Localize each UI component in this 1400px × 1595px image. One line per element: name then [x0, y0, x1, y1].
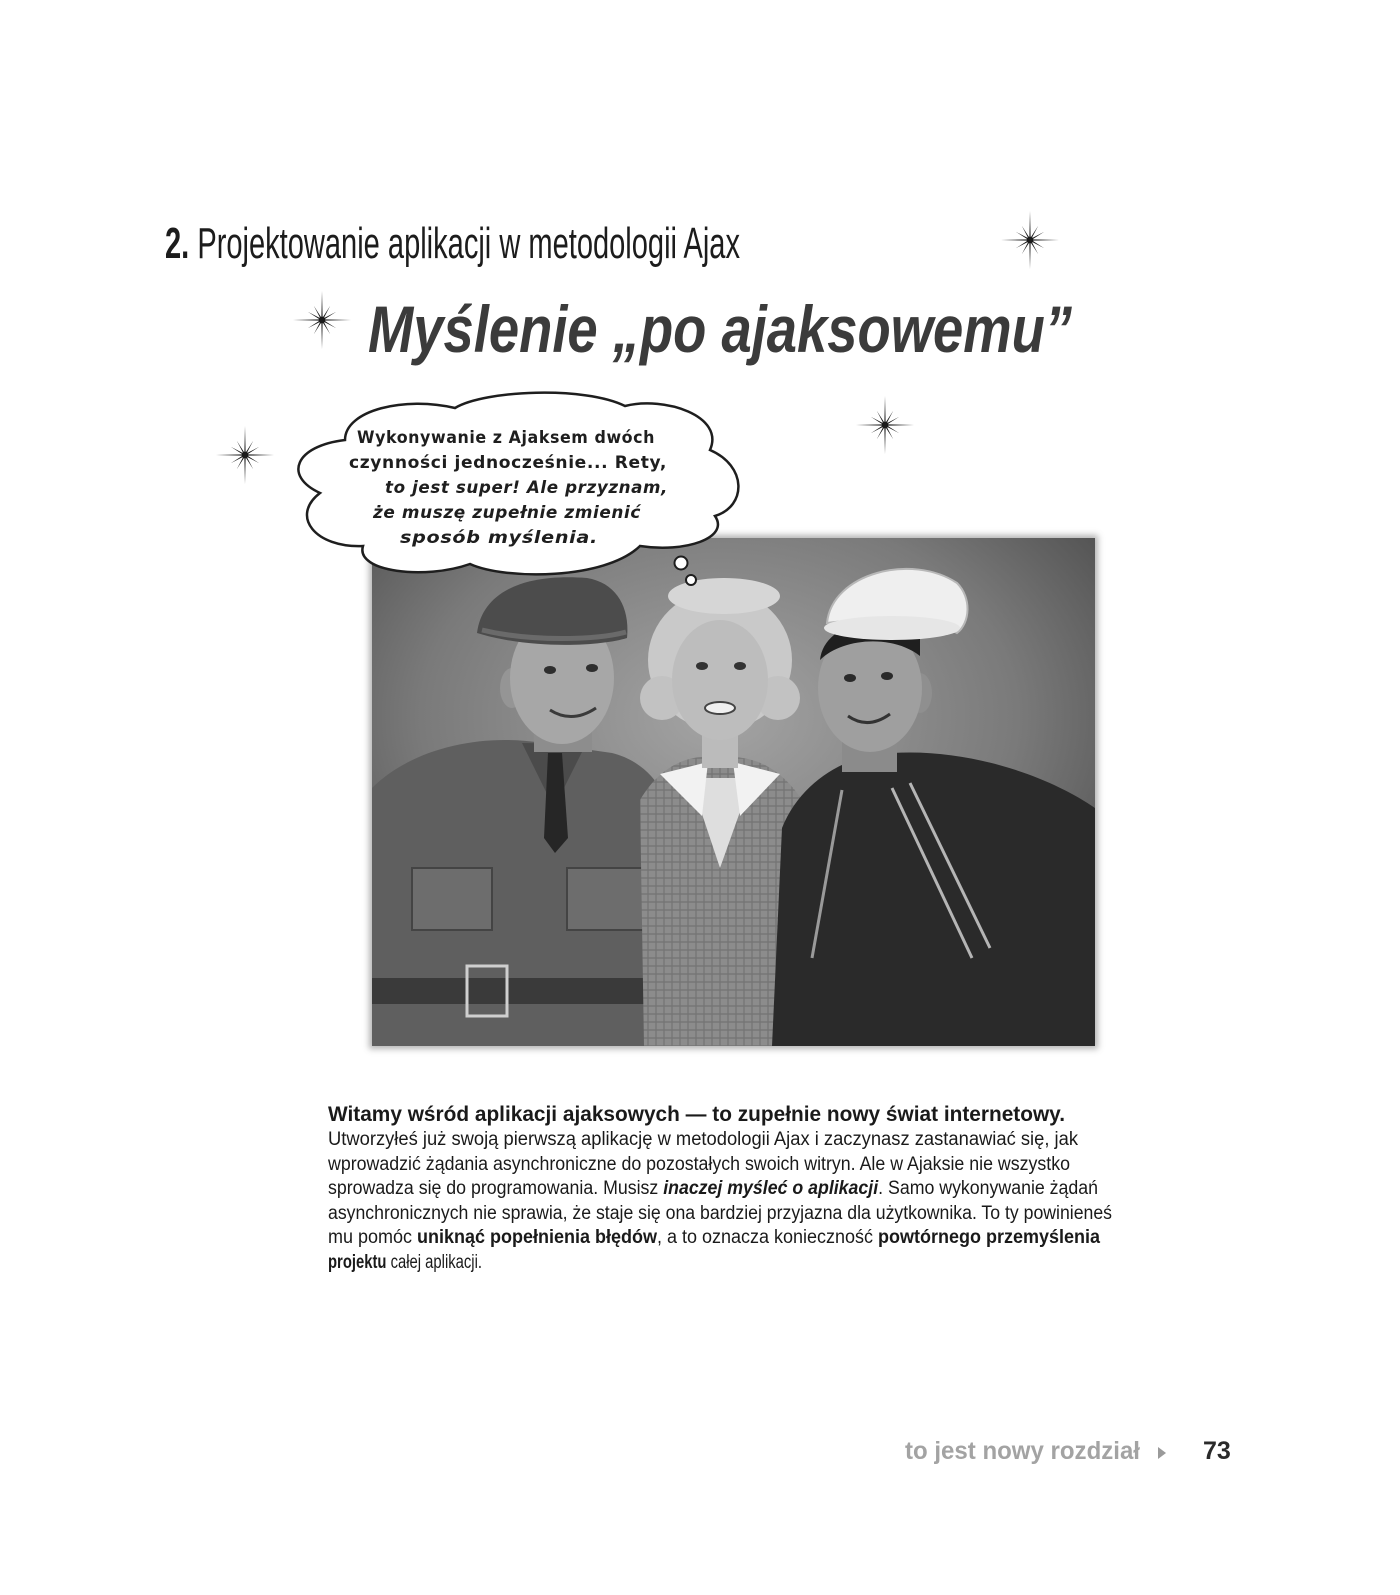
bubble-line: Wykonywanie z Ajaksem dwóch	[357, 428, 655, 448]
text-segment: asynchronicznych nie sprawia, że staje się ona bardziej przyjazna dla użytkownika. To ty powinieneś	[328, 1202, 1112, 1224]
chapter-title-text: Projektowanie aplikacji w metodologii Ajax	[197, 219, 740, 268]
emphasis-text: uniknąć popełnienia błędów	[417, 1227, 657, 1248]
bubble-line: czynności jednocześnie... Rety,	[349, 453, 667, 473]
emphasis-text: inaczej myśleć o aplikacji	[663, 1178, 879, 1199]
photo	[372, 538, 1095, 1046]
emphasis-text: projektu	[328, 1251, 387, 1273]
text-segment: całej aplikacji.	[386, 1251, 482, 1273]
thought-dot	[684, 573, 698, 587]
paragraph-line	[328, 1251, 482, 1276]
text-segment: mu pomóc	[328, 1227, 418, 1248]
sparkle-icon	[214, 424, 276, 486]
sparkle-icon	[854, 394, 916, 456]
paragraph-line	[328, 1202, 1112, 1227]
triangle-right-icon	[1158, 1447, 1166, 1459]
emphasis-text: powtórnego przemyślenia	[878, 1227, 1100, 1248]
text-segment: . Samo wykonywanie żądań	[878, 1178, 1098, 1199]
bubble-line: to jest super! Ale przyznam,	[385, 478, 668, 498]
thought-dot	[672, 554, 690, 572]
chapter-number: 2.	[165, 219, 190, 268]
paragraph-line	[328, 1226, 1100, 1251]
text-segment: sprowadza się do programowania. Musisz	[328, 1178, 664, 1199]
sparkle-icon	[999, 209, 1061, 271]
bubble-line: sposób myślenia.	[400, 528, 598, 548]
sparkle-icon	[291, 289, 353, 351]
paragraph-line	[328, 1177, 1098, 1202]
paragraph-line	[328, 1128, 1078, 1153]
bubble-line: że muszę zupełnie zmienić	[373, 503, 641, 523]
text-segment: Utworzyłeś już swoją pierwszą aplikację w metodologii Ajax i zaczynasz zastanawiać się, jak	[328, 1129, 1078, 1150]
page-number: 73	[1203, 1437, 1231, 1465]
chapter-title	[165, 219, 740, 268]
body-heading: Witamy wśród aplikacji ajaksowych — to zupełnie nowy świat internetowy.	[328, 1103, 1065, 1126]
text-segment: , a to oznacza konieczność	[656, 1227, 879, 1248]
text-segment: wprowadzić żądania asynchroniczne do pozostałych swoich witryn. Ale w Ajaksie nie wszystko	[328, 1153, 1070, 1175]
page-title: Myślenie „po ajaksowemu”	[368, 292, 1072, 366]
footer-label: to jest nowy rozdział	[905, 1437, 1140, 1465]
paragraph-line	[328, 1153, 1070, 1178]
